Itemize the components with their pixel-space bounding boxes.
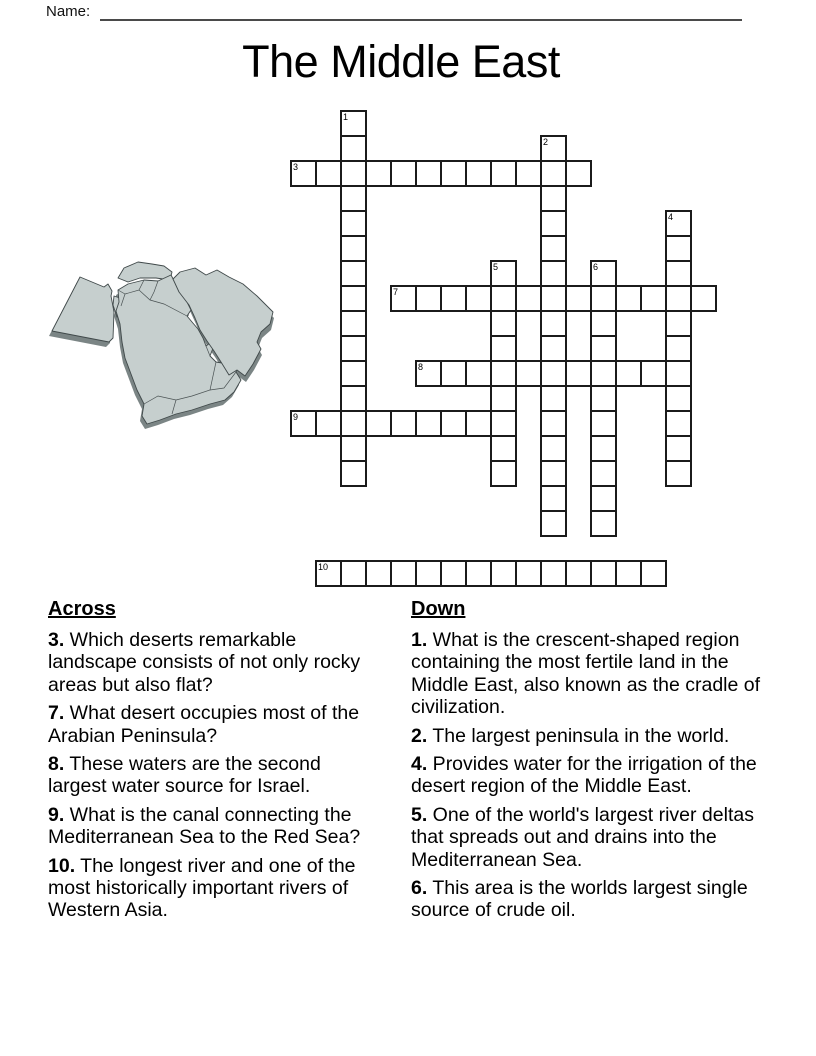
grid-cell[interactable] — [540, 460, 567, 487]
clue-number-label: 7. — [48, 702, 65, 725]
grid-cell[interactable] — [340, 285, 367, 312]
grid-cell[interactable] — [565, 360, 592, 387]
grid-cell[interactable] — [490, 360, 517, 387]
grid-cell[interactable] — [590, 310, 617, 337]
grid-cell[interactable] — [515, 285, 542, 312]
grid-cell[interactable] — [415, 285, 442, 312]
grid-cell[interactable] — [540, 235, 567, 262]
across-clue-list — [48, 629, 384, 922]
across-clues-section — [48, 598, 384, 928]
grid-cell[interactable] — [490, 410, 517, 437]
clue-number: 6 — [593, 262, 599, 272]
clue-number-label: 4. — [411, 753, 428, 776]
clue: 6. This area is the worlds largest single source of crude oil. — [411, 877, 748, 922]
grid-cell[interactable] — [515, 560, 542, 587]
grid-cell[interactable] — [440, 360, 467, 387]
grid-cell[interactable] — [365, 410, 392, 437]
grid-cell[interactable] — [415, 560, 442, 587]
grid-cell[interactable] — [515, 360, 542, 387]
grid-cell[interactable] — [340, 460, 367, 487]
grid-cell[interactable] — [590, 460, 617, 487]
middle-east-map — [40, 248, 295, 443]
grid-cell[interactable] — [490, 435, 517, 462]
grid-cell[interactable] — [640, 285, 667, 312]
grid-cell[interactable] — [340, 135, 367, 162]
grid-cell[interactable] — [315, 160, 342, 187]
clue-number-label: 5. — [411, 803, 428, 826]
grid-cell[interactable] — [340, 360, 367, 387]
grid-cell[interactable] — [540, 510, 567, 537]
grid-cell[interactable] — [490, 310, 517, 337]
grid-cell[interactable] — [340, 260, 367, 287]
clue: 7. What desert occupies most of the Arabian Peninsula? — [48, 702, 360, 747]
grid-cell[interactable] — [590, 410, 617, 437]
clue: 1. What is the crescent-shaped region containing the most fertile land in the Middle East, also known as the cradle of civilization. — [411, 629, 761, 719]
grid-cell[interactable] — [540, 285, 567, 312]
clue: 8. These waters are the second largest water source for Israel. — [48, 753, 321, 798]
grid-cell[interactable] — [565, 160, 592, 187]
clue-number: 5 — [493, 262, 499, 272]
grid-cell[interactable] — [690, 285, 717, 312]
grid-cell[interactable] — [515, 160, 542, 187]
grid-cell[interactable] — [440, 560, 467, 587]
grid-cell[interactable] — [465, 360, 492, 387]
clue-number-label: 6. — [411, 877, 428, 900]
grid-cell[interactable] — [540, 485, 567, 512]
clue-number: 8 — [418, 362, 424, 372]
grid-cell[interactable] — [390, 560, 417, 587]
down-heading: Down — [411, 598, 466, 620]
grid-cell[interactable] — [615, 560, 642, 587]
grid-cell[interactable] — [540, 360, 567, 387]
grid-cell[interactable] — [665, 335, 692, 362]
grid-cell[interactable] — [540, 335, 567, 362]
grid-cell[interactable] — [540, 560, 567, 587]
grid-cell[interactable] — [315, 410, 342, 437]
clue-number: 10 — [318, 562, 329, 572]
grid-cell[interactable] — [565, 560, 592, 587]
grid-cell[interactable] — [665, 410, 692, 437]
clue-number-label: 1. — [411, 629, 428, 651]
grid-cell[interactable] — [590, 560, 617, 587]
grid-cell[interactable] — [665, 285, 692, 312]
grid-cell[interactable] — [340, 560, 367, 587]
grid-cell[interactable] — [665, 310, 692, 337]
page-title: The Middle East — [242, 36, 560, 87]
grid-cell[interactable] — [390, 410, 417, 437]
grid-cell[interactable] — [540, 410, 567, 437]
grid-cell[interactable] — [440, 160, 467, 187]
grid-cell[interactable] — [590, 335, 617, 362]
grid-cell[interactable] — [490, 285, 517, 312]
grid-cell[interactable] — [665, 460, 692, 487]
grid-cell[interactable] — [590, 360, 617, 387]
grid-cell[interactable] — [465, 560, 492, 587]
clue: 5. One of the world's largest river deltas that spreads out and drains into the Mediterranean Sea. — [411, 803, 754, 871]
clue-number: 7 — [393, 287, 399, 297]
clue: 9. What is the canal connecting the Mediterranean Sea to the Red Sea? — [48, 803, 361, 849]
clue: 2. The largest peninsula in the world. — [411, 724, 730, 747]
grid-cell[interactable] — [640, 560, 667, 587]
clue: 4. Provides water for the irrigation of the desert region of the Middle East. — [411, 753, 757, 798]
name-label: Name: — [46, 3, 91, 20]
crossword-grid — [290, 110, 720, 590]
clue-number: 1 — [343, 112, 349, 122]
grid-cell[interactable] — [665, 435, 692, 462]
grid-cell[interactable] — [665, 360, 692, 387]
grid-cell[interactable] — [340, 385, 367, 412]
grid-cell[interactable] — [390, 160, 417, 187]
clue: 10. The longest river and one of the most historically important rivers of Western Asia. — [48, 854, 356, 922]
clue-number: 4 — [668, 212, 674, 222]
grid-cell[interactable] — [365, 160, 392, 187]
grid-cell[interactable] — [340, 335, 367, 362]
grid-cell[interactable] — [340, 310, 367, 337]
clue-number-label: 2. — [411, 724, 428, 747]
grid-cell[interactable] — [590, 285, 617, 312]
grid-cell[interactable] — [490, 160, 517, 187]
grid-cell[interactable] — [640, 360, 667, 387]
grid-cell[interactable] — [490, 385, 517, 412]
grid-cell[interactable] — [615, 285, 642, 312]
grid-cell[interactable] — [590, 385, 617, 412]
grid-cell[interactable] — [365, 560, 392, 587]
grid-cell[interactable] — [490, 335, 517, 362]
clue-number-label: 3. — [48, 629, 65, 651]
clue-number: 2 — [543, 137, 549, 147]
grid-cell[interactable] — [340, 235, 367, 262]
grid-cell[interactable] — [490, 560, 517, 587]
grid-cell[interactable] — [465, 410, 492, 437]
clue-number-label: 8. — [48, 753, 65, 776]
clue: 3. Which deserts remarkable landscape consists of not only rocky areas but also flat? — [48, 629, 361, 696]
grid-cell[interactable] — [490, 460, 517, 487]
grid-cell[interactable] — [590, 435, 617, 462]
grid-cell[interactable] — [540, 260, 567, 287]
grid-cell[interactable] — [540, 160, 567, 187]
grid-cell[interactable] — [540, 310, 567, 337]
grid-cell[interactable] — [340, 210, 367, 237]
grid-cell[interactable] — [340, 160, 367, 187]
grid-cell[interactable] — [540, 385, 567, 412]
grid-cell[interactable] — [590, 510, 617, 537]
grid-cell[interactable] — [540, 210, 567, 237]
grid-cell[interactable] — [415, 410, 442, 437]
clue-number-label: 10. — [48, 854, 76, 877]
clue-number-label: 9. — [48, 803, 65, 826]
grid-cell[interactable] — [340, 185, 367, 212]
grid-cell[interactable] — [465, 285, 492, 312]
grid-cell[interactable] — [440, 410, 467, 437]
grid-cell[interactable] — [540, 435, 567, 462]
grid-cell[interactable] — [340, 435, 367, 462]
grid-cell[interactable] — [665, 385, 692, 412]
clue-number: 9 — [293, 412, 299, 422]
grid-cell[interactable] — [615, 360, 642, 387]
grid-cell[interactable] — [415, 160, 442, 187]
grid-cell[interactable] — [440, 285, 467, 312]
grid-cell[interactable] — [540, 185, 567, 212]
grid-cell[interactable] — [565, 285, 592, 312]
grid-cell[interactable] — [665, 235, 692, 262]
grid-cell[interactable] — [340, 410, 367, 437]
name-line[interactable] — [100, 2, 742, 21]
down-clue-list — [411, 629, 763, 922]
clue-number: 3 — [293, 162, 299, 172]
across-heading: Across — [48, 598, 116, 620]
grid-cell[interactable] — [665, 260, 692, 287]
grid-cell[interactable] — [465, 160, 492, 187]
grid-cell[interactable] — [590, 485, 617, 512]
down-clues-section — [411, 598, 763, 928]
